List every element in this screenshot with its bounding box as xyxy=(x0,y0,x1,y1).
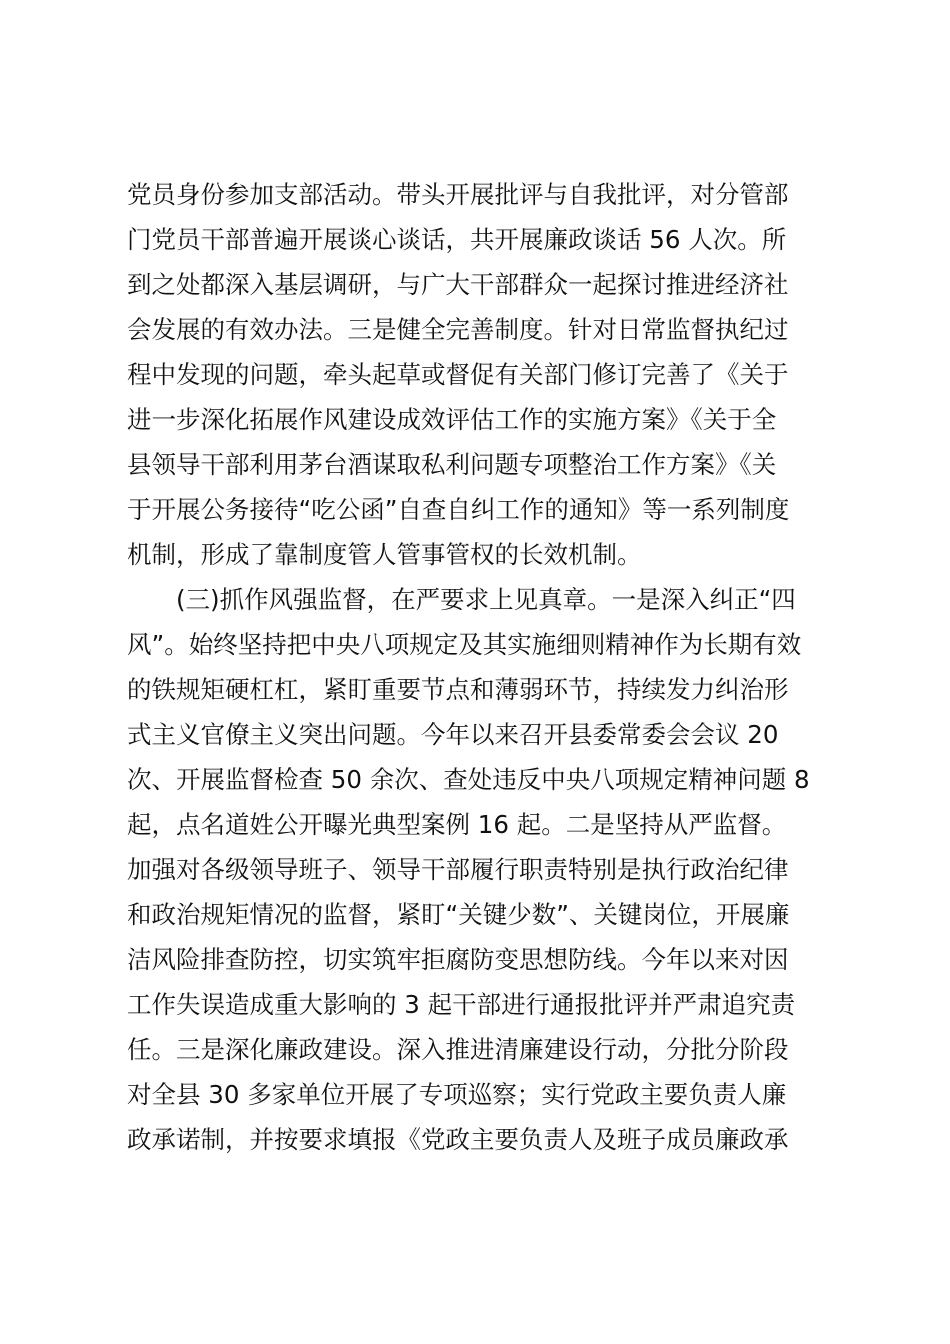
text-line: 对全县 30 多家单位开展了专项巡察；实行党政主要负责人廉 xyxy=(127,1080,787,1109)
text-line: 和政治规矩情况的监督，紧盯“关键少数”、关键岗位，开展廉 xyxy=(127,900,790,929)
text-line: 程中发现的问题，牵头起草或督促有关部门修订完善了《关于 xyxy=(127,360,789,389)
text-line: 式主义官僚主义突出问题。今年以来召开县委常委会会议 20 xyxy=(127,720,779,749)
text-line: 起，点名道姓公开曝光典型案例 16 起。二是坚持从严监督。 xyxy=(127,810,787,839)
text-line: 于开展公务接待“吃公函”自查自纠工作的通知》等一系列制度 xyxy=(127,495,790,524)
text-line: 风”。始终坚持把中央八项规定及其实施细则精神作为长期有效 xyxy=(127,630,802,659)
text-line: 次、开展监督检查 50 余次、查处违反中央八项规定精神问题 8 xyxy=(127,765,810,794)
text-line: 会发展的有效办法。三是健全完善制度。针对日常监督执纪过 xyxy=(127,315,789,344)
text-line: 县领导干部利用茅台酒谋取私利问题专项整治工作方案》《关 xyxy=(127,450,777,479)
text-line: 政承诺制，并按要求填报《党政主要负责人及班子成员廉政承 xyxy=(127,1125,789,1154)
text-line: 洁风险排查防控，切实筑牢拒腐防变思想防线。今年以来对因 xyxy=(127,945,789,974)
text-line: 到之处都深入基层调研，与广大干部群众一起探讨推进经济社 xyxy=(127,270,789,299)
text-line: 机制，形成了靠制度管人管事管权的长效机制。 xyxy=(127,540,642,569)
text-line: 党员身份参加支部活动。带头开展批评与自我批评，对分管部 xyxy=(127,180,789,209)
text-line: (三)抓作风强监督，在严要求上见真章。一是深入纠正“四 xyxy=(127,585,796,614)
text-line: 任。三是深化廉政建设。深入推进清廉建设行动，分批分阶段 xyxy=(127,1035,789,1064)
text-line: 工作失误造成重大影响的 3 起干部进行通报批评并严肃追究责 xyxy=(127,990,796,1019)
text-line: 的铁规矩硬杠杠，紧盯重要节点和薄弱环节，持续发力纠治形 xyxy=(127,675,789,704)
text-line: 进一步深化拓展作风建设成效评估工作的实施方案》《关于全 xyxy=(127,405,777,434)
body-text xyxy=(127,172,823,1162)
text-line: 加强对各级领导班子、领导干部履行职责特别是执行政治纪律 xyxy=(127,855,789,884)
text-line: 门党员干部普遍开展谈心谈话，共开展廉政谈话 56 人次。所 xyxy=(127,225,787,254)
